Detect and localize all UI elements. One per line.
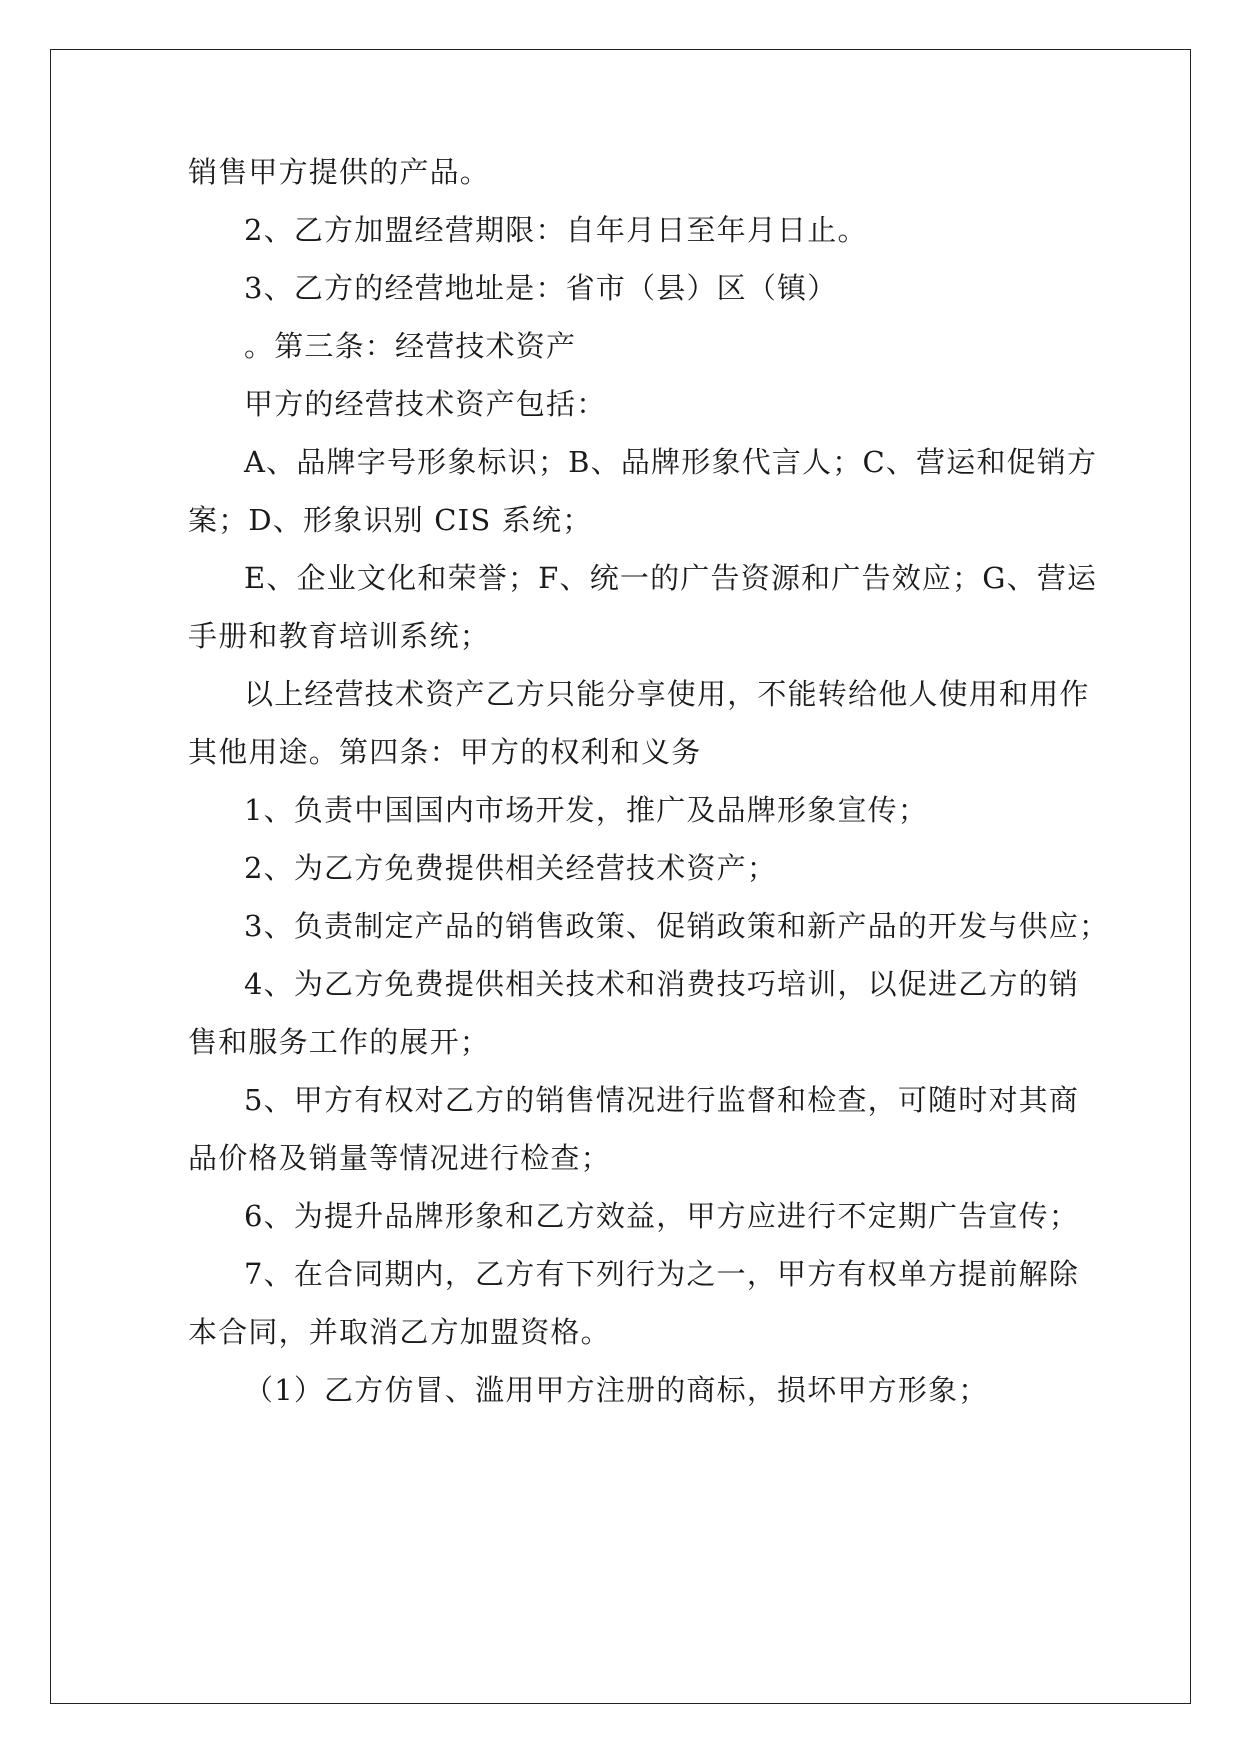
- text-line-16: 售和服务工作的展开；: [188, 1025, 491, 1059]
- text-line-8: E、企业文化和荣誉；F、统一的广告资源和广告效应；G、营运: [244, 561, 1098, 595]
- text-line-18: 品价格及销量等情况进行检查；: [188, 1141, 611, 1175]
- text-line-19: 6、为提升品牌形象和乙方效益，甲方应进行不定期广告宣传；: [244, 1199, 1080, 1233]
- text-line-12: 1、负责中国国内市场开发，推广及品牌形象宣传；: [244, 793, 929, 827]
- text-line-11: 其他用途。第四条：甲方的权利和义务: [188, 735, 702, 769]
- text-line-9: 手册和教育培训系统；: [188, 619, 491, 653]
- text-line-3: 3、乙方的经营地址是：省市（县）区（镇）: [244, 271, 838, 305]
- text-line-14: 3、负责制定产品的销售政策、促销政策和新产品的开发与供应；: [244, 909, 1110, 943]
- text-line-22: （1）乙方仿冒、滥用甲方注册的商标，损坏甲方形象；: [244, 1373, 989, 1407]
- text-line-15: 4、为乙方免费提供相关技术和消费技巧培训，以促进乙方的销: [244, 967, 1080, 1001]
- text-line-20: 7、在合同期内，乙方有下列行为之一，甲方有权单方提前解除: [244, 1257, 1080, 1291]
- text-line-6: A、品牌字号形象标识；B、品牌形象代言人；C、营运和促销方: [244, 445, 1098, 479]
- text-line-5: 甲方的经营技术资产包括：: [244, 387, 607, 421]
- text-line-17: 5、甲方有权对乙方的销售情况进行监督和检查，可随时对其商: [244, 1083, 1080, 1117]
- text-line-2: 2、乙方加盟经营期限：自年月日至年月日止。: [244, 213, 868, 247]
- text-line-4: 。第三条：经营技术资产: [244, 329, 577, 363]
- text-line-10: 以上经营技术资产乙方只能分享使用，不能转给他人使用和用作: [244, 677, 1090, 711]
- text-line-21: 本合同，并取消乙方加盟资格。: [188, 1315, 611, 1349]
- text-line-7: 案；D、形象识别 CIS 系统；: [188, 503, 593, 537]
- text-line-1: 销售甲方提供的产品。: [188, 155, 491, 189]
- text-line-13: 2、为乙方免费提供相关经营技术资产；: [244, 851, 778, 885]
